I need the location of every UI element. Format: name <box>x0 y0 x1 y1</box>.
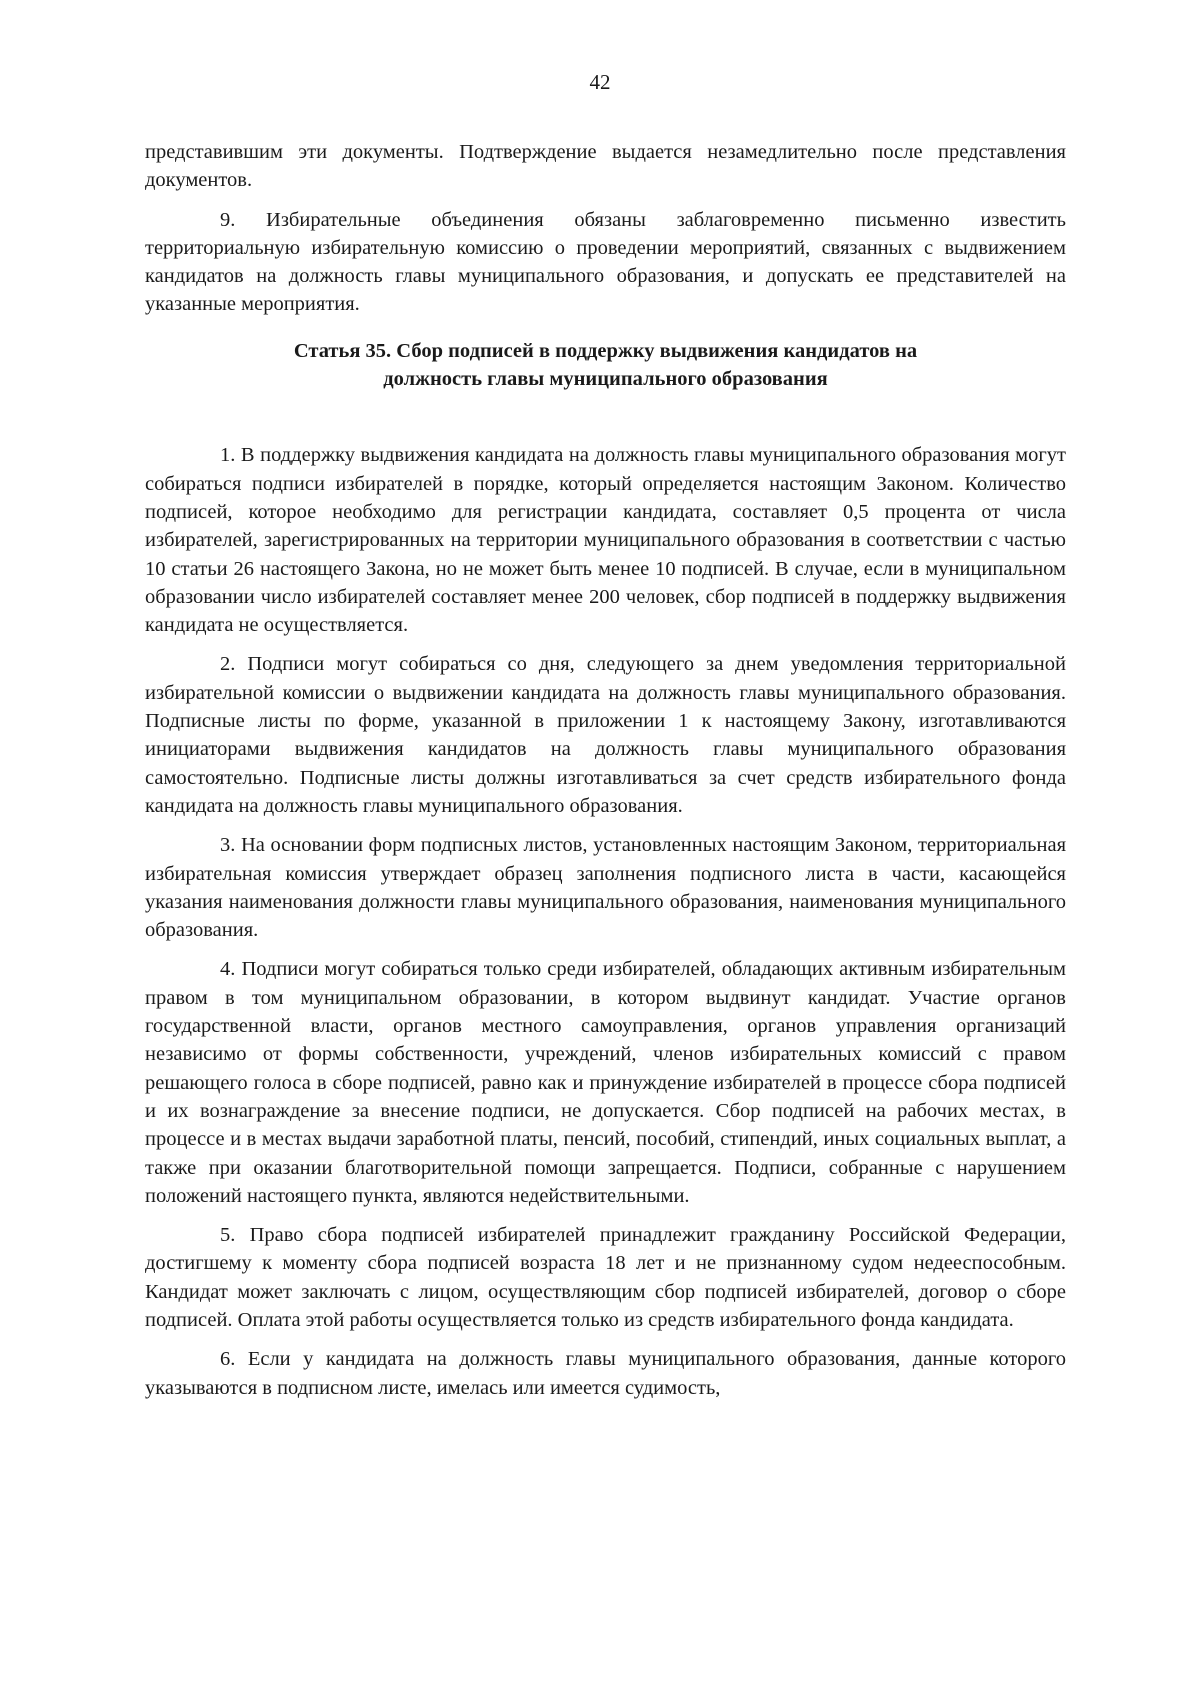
paragraph-item-3: 3. На основании форм подписных листов, установленных настоящим Законом, территориальная избирательная комиссия утверждает образец заполнения подписного листа в части, касающейся указания наименования должности главы муниципального образования, наименования муниципального образования. <box>145 834 1066 942</box>
article-heading <box>145 337 1066 394</box>
article-heading-line-1: Статья 35. Сбор подписей в поддержку выдвижения кандидатов на <box>293 339 918 362</box>
paragraph-continued: представившим эти документы. Подтверждение выдается незамедлительно после представления документов. <box>145 141 1066 192</box>
paragraph-item-6: 6. Если у кандидата на должность главы муниципального образования, данные которого указываются в подписном листе, имелась или имеется судимость, <box>145 1348 1066 1399</box>
paragraph-item-2: 2. Подписи могут собираться со дня, следующего за днем уведомления территориальной избирательной комиссии о выдвижении кандидата на должность главы муниципального образования. Подписные листы по форме, указанной в приложении 1 к настоящему Закону, изготавливаются инициаторами выдвижения кандидатов на должность главы муниципального образования самостоятельно. Подписные листы должны изготавливаться за счет средств избирательного фонда кандидата на должность главы муниципального образования. <box>145 653 1066 817</box>
paragraph-item-4: 4. Подписи могут собираться только среди избирателей, обладающих активным избирательным правом в том муниципальном образовании, в котором выдвинут кандидат. Участие органов государственной власти, органов местного самоуправления, органов управления организаций независимо от формы собственности, учреждений, членов избирательных комиссий с правом решающего голоса в сборе подписей, равно как и принуждение избирателей в процессе сбора подписей и их вознаграждение за внесение подписи, не допускается. Сбор подписей на рабочих местах, в процессе и в местах выдачи заработной платы, пенсий, пособий, стипендий, иных социальных выплат, а также при оказании благотворительной помощи запрещается. Подписи, собранные с нарушением положений настоящего пункта, являются недействительными. <box>145 958 1066 1207</box>
paragraph-item-5: 5. Право сбора подписей избирателей принадлежит гражданину Российской Федерации, достигшему к моменту сбора подписей возраста 18 лет и не признанному судом недееспособным. Кандидат может заключать с лицом, осуществляющим сбор подписей избирателей, договор о сборе подписей. Оплата этой работы осуществляется только из средств избирательного фонда кандидата. <box>145 1224 1066 1331</box>
article-heading-line-2: должность главы муниципального образования <box>383 368 828 391</box>
paragraph-item-1: 1. В поддержку выдвижения кандидата на должность главы муниципального образования могут собираться подписи избирателей в порядке, который определяется настоящим Законом. Количество подписей, которое необходимо для регистрации кандидата, составляет 0,5 процента от числа избирателей, зарегистрированных на территории муниципального образования в соответствии с частью 10 статьи 26 настоящего Закона, но не может быть менее 10 подписей. В случае, если в муниципальном образовании число избирателей составляет менее 200 человек, сбор подписей в поддержку выдвижения кандидата не осуществляется. <box>145 444 1066 637</box>
paragraph-item-9: 9. Избирательные объединения обязаны заблаговременно письменно известить территориальную избирательную комиссию о проведении мероприятий, связанных с выдвижением кандидатов на должность главы муниципального образования, и допускать ее представителей на указанные мероприятия. <box>145 208 1066 316</box>
page-number: 42 <box>589 70 611 94</box>
document-body <box>145 138 1066 1413</box>
